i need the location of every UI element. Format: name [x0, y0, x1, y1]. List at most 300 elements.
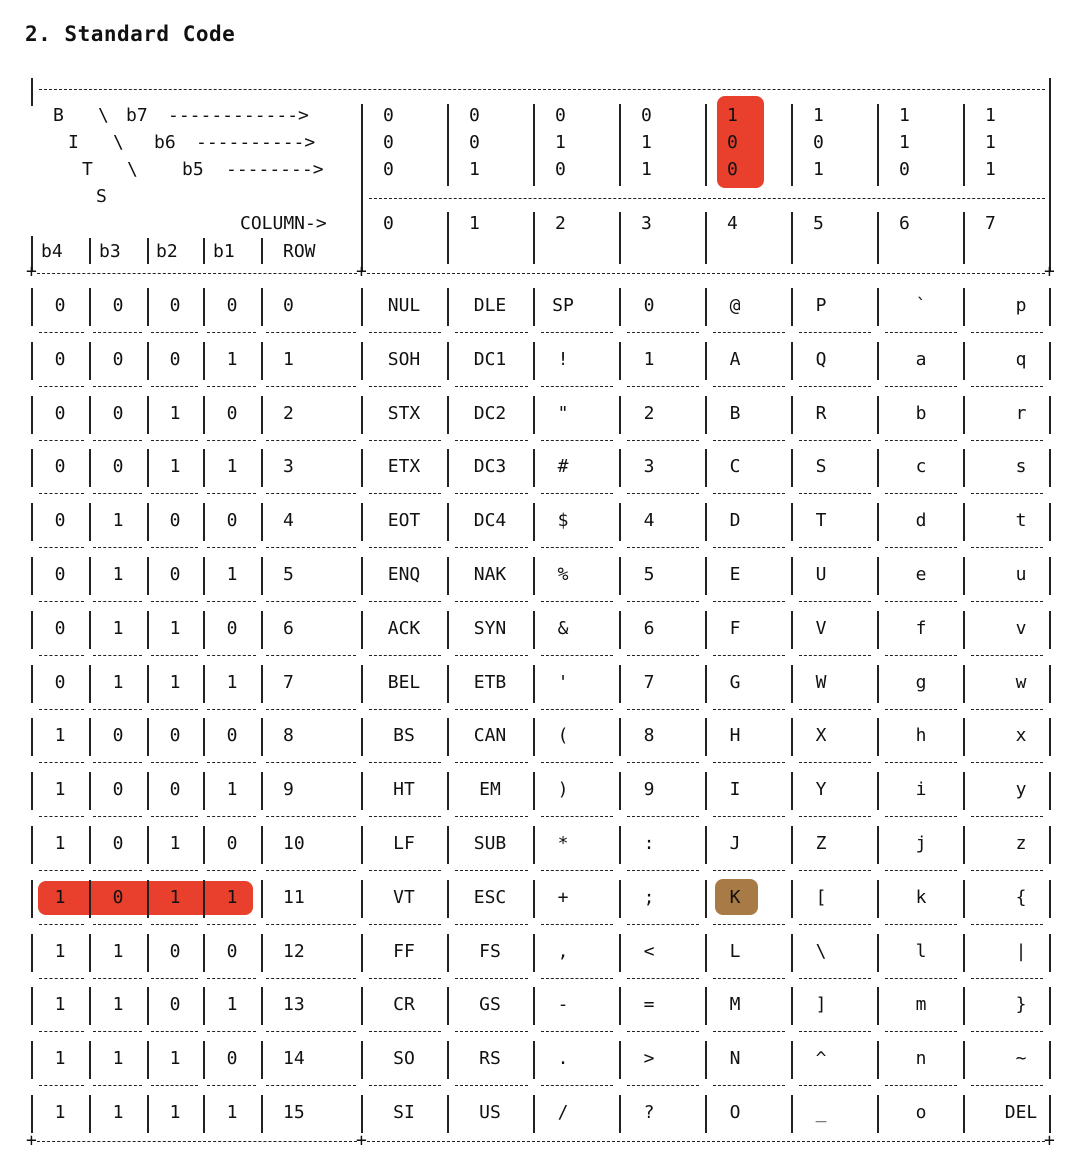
grid-line — [963, 987, 965, 1025]
grid-line — [533, 987, 535, 1025]
grid-line — [151, 1031, 198, 1032]
grid-line — [447, 718, 449, 756]
bit-value: 0 — [226, 617, 238, 639]
grid-line — [799, 870, 871, 871]
grid-line — [151, 386, 198, 387]
row-number: 6 — [283, 617, 294, 639]
grid-line — [31, 396, 33, 434]
grid-line — [799, 601, 871, 602]
backslash-2: \ — [113, 132, 124, 153]
grid-line — [877, 1095, 879, 1133]
grid-line — [705, 449, 707, 487]
bit-value: 1 — [469, 159, 480, 180]
grid-line — [369, 493, 441, 494]
grid-line — [541, 709, 613, 710]
grid-line — [266, 816, 356, 817]
ascii-char: v — [1015, 617, 1027, 639]
grid-line — [93, 601, 142, 602]
ascii-char: RS — [479, 1048, 501, 1070]
grid-line — [207, 762, 256, 763]
grid-line — [266, 1031, 356, 1032]
ascii-char: ( — [557, 725, 569, 747]
grid-line — [266, 547, 356, 548]
bit-value: 0 — [899, 159, 910, 180]
grid-line — [31, 1041, 33, 1079]
grid-line — [1049, 934, 1051, 972]
bit-value: 1 — [226, 779, 238, 801]
grid-line — [877, 826, 879, 864]
bit-value: 1 — [112, 564, 124, 585]
grid-line — [207, 440, 256, 441]
grid-line — [971, 493, 1043, 494]
grid-line — [963, 826, 965, 864]
ascii-char: U — [815, 564, 827, 585]
ascii-char: $ — [557, 510, 569, 532]
bit-value: 1 — [226, 348, 238, 370]
ascii-char: DEL — [1004, 1102, 1038, 1123]
grid-line — [705, 1095, 707, 1133]
grid-line — [151, 440, 198, 441]
grid-line — [455, 655, 528, 656]
grid-line — [361, 396, 363, 434]
grid-line — [266, 601, 356, 602]
ascii-char: Q — [815, 348, 827, 370]
grid-line — [791, 1041, 793, 1079]
grid-line — [619, 1041, 621, 1079]
grid-line — [39, 924, 84, 925]
bit-value: 1 — [169, 402, 181, 424]
ascii-char: CR — [393, 994, 415, 1016]
ascii-char: DC2 — [473, 402, 507, 424]
grid-line — [39, 547, 84, 548]
ascii-char: 0 — [643, 295, 655, 316]
row-number: 4 — [283, 510, 294, 532]
grid-line — [713, 1031, 785, 1032]
grid-line — [705, 503, 707, 541]
grid-line — [151, 816, 198, 817]
bit-value: 0 — [169, 725, 181, 747]
row-number: 9 — [283, 779, 294, 801]
grid-line — [877, 772, 879, 810]
ascii-char: V — [815, 617, 827, 639]
ascii-char: . — [557, 1048, 569, 1070]
grid-line — [31, 78, 33, 106]
grid-line — [713, 440, 785, 441]
column-label: COLUMN-> — [240, 213, 327, 234]
highlight-row-11 — [38, 881, 253, 915]
grid-line — [447, 449, 449, 487]
grid-line — [367, 273, 1045, 274]
grid-line — [455, 709, 528, 710]
grid-line — [705, 611, 707, 649]
bits-letter-s: S — [96, 186, 107, 207]
ascii-char: S — [815, 456, 827, 478]
ascii-char: ' — [557, 671, 569, 693]
grid-line — [37, 273, 357, 274]
grid-line — [877, 1041, 879, 1079]
grid-line — [369, 1031, 441, 1032]
ascii-char: L — [729, 940, 741, 962]
ascii-char: _ — [815, 1102, 827, 1123]
grid-line — [963, 611, 965, 649]
grid-line — [455, 816, 528, 817]
ascii-char: I — [729, 779, 741, 801]
grid-line — [207, 1085, 256, 1086]
grid-line — [713, 709, 785, 710]
grid-line — [361, 288, 363, 326]
grid-line — [266, 440, 356, 441]
grid-line — [39, 870, 84, 871]
ascii-char: & — [557, 617, 569, 639]
bit-value: 0 — [226, 725, 238, 747]
grid-line — [369, 870, 441, 871]
bit-value: 0 — [54, 671, 66, 693]
grid-line — [533, 934, 535, 972]
grid-line — [261, 826, 263, 864]
bit-value: 0 — [226, 295, 238, 316]
bit-value: 0 — [112, 456, 124, 478]
bit-column-label: b4 — [41, 241, 63, 262]
bit-value: 0 — [226, 510, 238, 532]
grid-line — [533, 1041, 535, 1079]
grid-line — [705, 212, 707, 264]
grid-line — [799, 1085, 871, 1086]
backslash-3: \ — [127, 159, 138, 180]
bit-value: 1 — [813, 159, 824, 180]
grid-line — [207, 816, 256, 817]
ascii-char: ETB — [473, 671, 507, 693]
grid-line — [619, 104, 621, 186]
ascii-char: DLE — [473, 295, 507, 316]
ascii-char: \ — [815, 940, 827, 962]
grid-line — [455, 1085, 528, 1086]
grid-line — [541, 493, 613, 494]
grid-line — [533, 611, 535, 649]
column-number: 3 — [641, 213, 652, 234]
b7-arrow: ------------> — [168, 105, 309, 126]
grid-line — [151, 332, 198, 333]
bit-value: 1 — [54, 1102, 66, 1123]
grid-line — [627, 440, 699, 441]
grid-line — [713, 870, 785, 871]
bit-value: 0 — [112, 833, 124, 854]
row-number: 8 — [283, 725, 294, 747]
bit-value: 0 — [54, 348, 66, 370]
grid-line — [203, 1041, 205, 1079]
row-number: 0 — [283, 295, 294, 316]
ascii-char: 3 — [643, 456, 655, 478]
ascii-char: NUL — [387, 295, 421, 316]
bit-value: 1 — [54, 886, 66, 908]
grid-line — [31, 826, 33, 864]
ascii-char: - — [557, 994, 569, 1016]
ascii-char: 8 — [643, 725, 655, 747]
bit-column-label: b3 — [99, 241, 121, 262]
ascii-char: ] — [815, 994, 827, 1016]
ascii-char: : — [643, 833, 655, 854]
grid-line — [963, 1095, 965, 1133]
row-number: 11 — [283, 886, 305, 908]
grid-line — [147, 1095, 149, 1133]
grid-line — [799, 332, 871, 333]
ascii-char: b — [915, 402, 927, 424]
grid-line — [791, 611, 793, 649]
ascii-char: h — [915, 725, 927, 747]
grid-line — [1049, 718, 1051, 756]
grid-line — [877, 987, 879, 1025]
grid-line — [39, 655, 84, 656]
ascii-char: R — [815, 402, 827, 424]
ascii-char: DC3 — [473, 456, 507, 478]
grid-line — [203, 987, 205, 1025]
grid-line — [791, 557, 793, 595]
ascii-char: 5 — [643, 564, 655, 585]
grid-line — [147, 503, 149, 541]
grid-line — [791, 718, 793, 756]
b5-label: b5 — [182, 159, 204, 180]
grid-line — [619, 665, 621, 703]
grid-line — [361, 557, 363, 595]
grid-line — [203, 718, 205, 756]
grid-line — [619, 880, 621, 918]
backslash-1: \ — [98, 105, 109, 126]
grid-line — [31, 503, 33, 541]
grid-line — [361, 503, 363, 541]
bit-value: 1 — [226, 456, 238, 478]
grid-line — [799, 709, 871, 710]
grid-line — [203, 826, 205, 864]
bit-value: 0 — [112, 348, 124, 370]
grid-line — [627, 924, 699, 925]
grid-line — [627, 493, 699, 494]
grid-line — [31, 880, 33, 918]
grid-line — [455, 924, 528, 925]
grid-line — [533, 288, 535, 326]
grid-line — [619, 557, 621, 595]
ascii-char: # — [557, 456, 569, 478]
grid-line — [93, 440, 142, 441]
row-number: 14 — [283, 1048, 305, 1070]
grid-line — [533, 826, 535, 864]
grid-line — [791, 396, 793, 434]
grid-line — [705, 288, 707, 326]
bit-value: 0 — [169, 994, 181, 1016]
grid-line — [877, 611, 879, 649]
grid-line — [261, 934, 263, 972]
grid-line — [447, 503, 449, 541]
grid-line — [619, 1095, 621, 1133]
grid-line — [447, 826, 449, 864]
grid-line — [31, 288, 33, 326]
grid-line — [619, 718, 621, 756]
ascii-char: u — [1015, 564, 1027, 585]
grid-line — [203, 503, 205, 541]
grid-line — [39, 493, 84, 494]
grid-line — [369, 547, 441, 548]
page-title: 2. Standard Code — [25, 22, 236, 46]
ascii-char: F — [729, 617, 741, 639]
grid-line — [203, 342, 205, 380]
ascii-char: j — [915, 833, 927, 854]
grid-line — [361, 772, 363, 810]
ascii-char: 9 — [643, 779, 655, 801]
bits-letter-t: T — [82, 159, 93, 180]
ascii-char: t — [1015, 510, 1027, 532]
grid-line — [147, 772, 149, 810]
grid-line — [89, 1095, 91, 1133]
grid-line — [147, 880, 149, 918]
bit-value: 1 — [813, 105, 824, 126]
bit-value: 1 — [169, 833, 181, 854]
grid-line — [39, 709, 84, 710]
ascii-char: SI — [393, 1102, 415, 1123]
ascii-char: A — [729, 348, 741, 370]
grid-line — [93, 762, 142, 763]
grid-line — [791, 665, 793, 703]
ascii-char: < — [643, 940, 655, 962]
grid-line — [885, 762, 957, 763]
grid-line — [713, 547, 785, 548]
grid-line — [39, 386, 84, 387]
grid-line — [799, 762, 871, 763]
grid-line — [713, 762, 785, 763]
bit-value: 0 — [226, 1048, 238, 1070]
b6-label: b6 — [154, 132, 176, 153]
grid-line — [147, 611, 149, 649]
grid-line — [266, 386, 356, 387]
grid-line — [541, 762, 613, 763]
grid-line — [31, 665, 33, 703]
grid-line — [971, 440, 1043, 441]
grid-line — [713, 655, 785, 656]
bit-value: 0 — [226, 402, 238, 424]
grid-line — [147, 826, 149, 864]
row-number: 15 — [283, 1102, 305, 1123]
grid-line — [147, 665, 149, 703]
grid-line — [627, 386, 699, 387]
bit-value: 0 — [813, 132, 824, 153]
ascii-char: g — [915, 671, 927, 693]
grid-line — [971, 601, 1043, 602]
grid-line — [713, 493, 785, 494]
grid-line — [627, 332, 699, 333]
grid-line — [1049, 987, 1051, 1025]
grid-line — [361, 104, 363, 272]
grid-line — [266, 493, 356, 494]
bit-column-label: b1 — [213, 241, 235, 262]
grid-line — [541, 547, 613, 548]
grid-line — [447, 934, 449, 972]
grid-line — [151, 493, 198, 494]
grid-line — [705, 772, 707, 810]
grid-line — [619, 987, 621, 1025]
grid-line — [147, 449, 149, 487]
grid-line — [447, 342, 449, 380]
bit-value: 1 — [54, 725, 66, 747]
ascii-char: w — [1015, 671, 1027, 693]
bit-value: 0 — [226, 940, 238, 962]
bit-value: 1 — [985, 159, 996, 180]
grid-line — [369, 816, 441, 817]
grid-line — [705, 934, 707, 972]
ascii-char: / — [557, 1102, 569, 1123]
b7-label: b7 — [126, 105, 148, 126]
bit-value: 0 — [641, 105, 652, 126]
grid-line — [1049, 449, 1051, 487]
grid-line — [39, 332, 84, 333]
ascii-char: ; — [643, 886, 655, 908]
grid-line — [89, 342, 91, 380]
grid-line — [705, 718, 707, 756]
grid-line — [705, 826, 707, 864]
ascii-char: X — [815, 725, 827, 747]
grid-line — [361, 1041, 363, 1079]
grid-line — [799, 924, 871, 925]
grid-line — [541, 978, 613, 979]
grid-line — [207, 547, 256, 548]
grid-line — [89, 934, 91, 972]
corner-mark: + — [356, 261, 367, 282]
grid-line — [885, 332, 957, 333]
grid-line — [147, 557, 149, 595]
bit-value: 0 — [383, 105, 394, 126]
grid-line — [713, 816, 785, 817]
ascii-char: m — [915, 994, 927, 1016]
grid-line — [203, 880, 205, 918]
bit-value: 0 — [169, 295, 181, 316]
grid-line — [713, 978, 785, 979]
grid-line — [619, 934, 621, 972]
grid-line — [89, 772, 91, 810]
grid-line — [361, 611, 363, 649]
grid-line — [93, 332, 142, 333]
grid-line — [877, 104, 879, 186]
ascii-char: r — [1015, 402, 1027, 424]
row-number: 10 — [283, 833, 305, 854]
grid-line — [266, 655, 356, 656]
grid-line — [705, 880, 707, 918]
bit-value: 0 — [226, 833, 238, 854]
grid-line — [533, 104, 535, 186]
grid-line — [627, 978, 699, 979]
grid-line — [93, 655, 142, 656]
grid-line — [89, 611, 91, 649]
grid-line — [963, 288, 965, 326]
grid-line — [39, 816, 84, 817]
ascii-char: 4 — [643, 510, 655, 532]
ascii-char: z — [1015, 833, 1027, 854]
grid-line — [447, 288, 449, 326]
b5-arrow: --------> — [226, 159, 324, 180]
grid-line — [151, 547, 198, 548]
grid-line — [963, 1041, 965, 1079]
row-number: 7 — [283, 671, 294, 693]
grid-line — [619, 342, 621, 380]
bit-value: 1 — [112, 1102, 124, 1123]
grid-line — [455, 332, 528, 333]
ascii-char: i — [915, 779, 927, 801]
grid-line — [1049, 396, 1051, 434]
grid-line — [151, 601, 198, 602]
grid-line — [541, 386, 613, 387]
corner-mark: + — [1044, 261, 1055, 282]
grid-line — [799, 440, 871, 441]
bit-value: 0 — [169, 510, 181, 532]
grid-line — [541, 601, 613, 602]
grid-line — [447, 987, 449, 1025]
ascii-char: + — [557, 886, 569, 908]
ascii-char: J — [729, 833, 741, 854]
